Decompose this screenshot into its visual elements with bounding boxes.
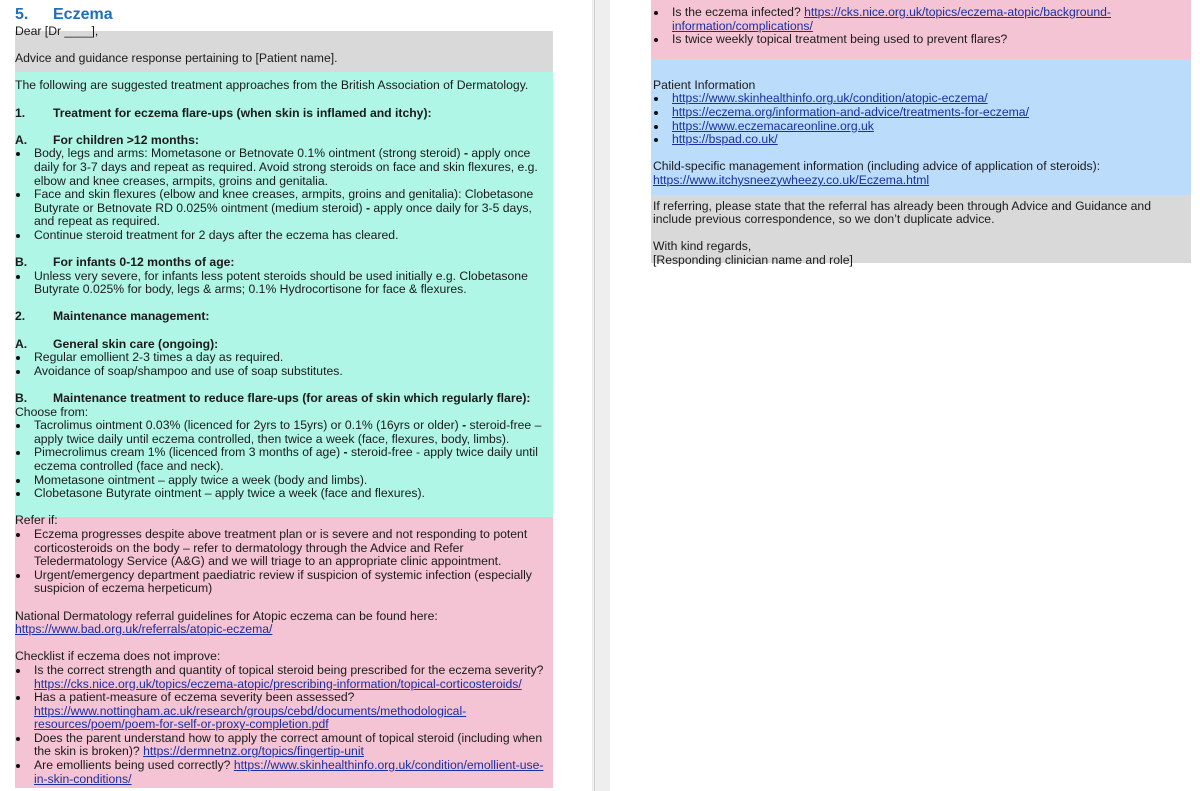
patient-info-title: Patient Information [653,77,756,92]
list-item: Avoidance of soap/shampoo and use of soap substitutes. [15,365,553,379]
heading-infants: B. For infants 0-12 months of age: [15,255,235,270]
list-item: Continue steroid treatment for 2 days after the eczema has cleared. [15,229,553,243]
maintenance-treatment-list [15,419,553,501]
document-page-left [0,0,592,791]
advice-line: Advice and guidance response pertaining to [Patient name]. [15,51,338,66]
signature: [Responding clinician name and role] [653,252,853,267]
list-item: Tacrolimus ointment 0.03% (licenced for 2yrs to 15yrs) or 0.1% (16yrs or older) - steroid-free – apply twice daily until eczema controlled, then twice a week (face, flexures, body, limbs). [15,419,553,446]
list-item: Urgent/emergency department paediatric review if suspicion of systemic infection (especially suspicion of eczema herpeticum) [15,569,553,596]
right-page-content [653,0,1191,268]
list-item: Face and skin flexures (elbow and knee creases, armpits, groins and genitalia): Clobetasone Butyrate or Betnovate RD 0.025% ointment (medium steroid) - apply once daily for 3-5 days, and repeat as required. [15,188,553,229]
choose-from: Choose from: [15,404,89,419]
heading-children-over-12m: A. For children >12 months: [15,132,199,147]
heading-maintenance: 2. Maintenance management: [15,309,210,324]
refer-list [15,528,553,596]
referring-note: If referring, please state that the referral has already been through Advice and Guidance and include previous correspondence, so we don’t duplicate advice. [653,198,1151,227]
list-item [653,92,1191,106]
section-number: 5. [15,6,29,23]
fingertip-unit-link[interactable]: https://dermnetnz.org/topics/fingertip-unit [143,744,364,759]
skinhealthinfo-link[interactable]: https://www.skinhealthinfo.org.uk/condition/atopic-eczema/ [672,91,988,106]
national-guidelines-link[interactable]: https://www.bad.org.uk/referrals/atopic-eczema/ [15,622,273,637]
steroid-prescribing-link[interactable]: https://cks.nice.org.uk/topics/eczema-atopic/prescribing-information/topical-corticosteroids/ [34,676,522,691]
document-page-right [610,0,1200,791]
list-item: Mometasone ointment – apply twice a week (body and limbs). [15,474,553,488]
bspad-link[interactable]: https://bspad.co.uk/ [672,132,778,147]
heading-maintenance-treatment: B. Maintenance treatment to reduce flare-ups (for areas of skin which regularly flare): [15,391,531,406]
infant-treatment-list [15,270,553,297]
national-guidelines-text: National Dermatology referral guidelines for Atopic eczema can be found here: [15,608,438,623]
list-item: Regular emollient 2-3 times a day as required. [15,351,553,365]
list-item [653,106,1191,120]
poem-link[interactable]: https://www.nottingham.ac.uk/research/groups/cebd/documents/methodological-resources/poem/poem-for-self-or-proxy-completion.pdf [34,703,467,732]
list-item [653,120,1191,134]
heading-flare-ups: 1. Treatment for eczema flare-ups (when skin is inflamed and itchy): [15,105,432,120]
checklist-item: Does the parent understand how to apply the correct amount of topical steroid (including when the skin is broken)? https://dermnetnz.org/topics/fingertip-unit [15,732,553,759]
skin-care-list [15,351,553,378]
checklist-item: Is the eczema infected? https://cks.nice.org.uk/topics/eczema-atopic/background-information/complications/ [653,6,1191,33]
children-treatment-list [15,147,553,242]
eczema-org-link[interactable]: https://eczema.org/information-and-advice/treatments-for-eczema/ [672,104,1029,119]
salutation: Dear [Dr ____], [15,24,99,38]
checklist-title: Checklist if eczema does not improve: [15,649,221,664]
refer-if-heading: Refer if: [15,513,58,528]
heading-general-skin-care: A. General skin care (ongoing): [15,336,219,351]
list-item: Pimecrolimus cream 1% (licenced from 3 months of age) - steroid-free - apply twice daily until eczema controlled (face and neck). [15,446,553,473]
list-item: Unless very severe, for infants less potent steroids should be used initially e.g. Clobetasone Butyrate 0.025% for body, legs & arms; 0.1% Hydrocortisone for face & flexures. [15,270,553,297]
checklist-item: Has a patient-measure of eczema severity been assessed? https://www.nottingham.ac.uk/research/groups/cebd/documents/methodological-resources/poem/poem-for-self-or-proxy-completion.pdf [15,691,553,732]
eczemacareonline-link[interactable]: https://www.eczemacareonline.org.uk [672,118,874,133]
checklist-continued [653,6,1191,47]
section-title [15,0,553,24]
checklist-item: Is twice weekly topical treatment being used to prevent flares? [653,33,1191,47]
child-info-text: Child-specific management information (including advice of application of steroids): [653,159,1101,174]
list-item: Clobetasone Butyrate ointment – apply twice a week (face and flexures). [15,487,553,501]
list-item: Body, legs and arms: Mometasone or Betnovate 0.1% ointment (strong steroid) - apply once daily for 3-7 days and repeat as required. Avoid strong steroids on face and skin flexures, e.g. elbow and knee creases, armpits, groins and genitalia. [15,147,553,188]
page-separator [594,0,595,791]
regards: With kind regards, [653,239,752,254]
checklist-item: Are emollients being used correctly? https://www.skinhealthinfo.org.uk/condition/emollient-use-in-skin-conditions/ [15,759,553,786]
intro-paragraph: The following are suggested treatment approaches from the British Association of Dermatology. [15,78,529,93]
checklist-item: Is the correct strength and quantity of topical steroid being prescribed for the eczema severity? https://cks.nice.org.uk/topics/eczema-atopic/prescribing-information/topical-corticosteroids/ [15,664,553,691]
complications-link[interactable]: https://cks.nice.org.uk/topics/eczema-atopic/background-information/complications/ [672,5,1111,33]
itchysneezywheezy-link[interactable]: https://www.itchysneezywheezy.co.uk/Eczema.html [653,172,930,187]
list-item [653,133,1191,147]
section-title-text: Eczema [53,6,113,23]
emollient-link[interactable]: https://www.skinhealthinfo.org.uk/condition/emollient-use-in-skin-conditions/ [34,758,544,786]
left-page-content [15,0,553,786]
checklist [15,664,553,786]
list-item: Eczema progresses despite above treatment plan or is severe and not responding to potent corticosteroids on the body – refer to dermatology through the Advice and Refer Teledermatology Service (A&G) and we will triage to an appropriate clinic appointment. [15,528,553,569]
patient-info-links [653,92,1191,146]
